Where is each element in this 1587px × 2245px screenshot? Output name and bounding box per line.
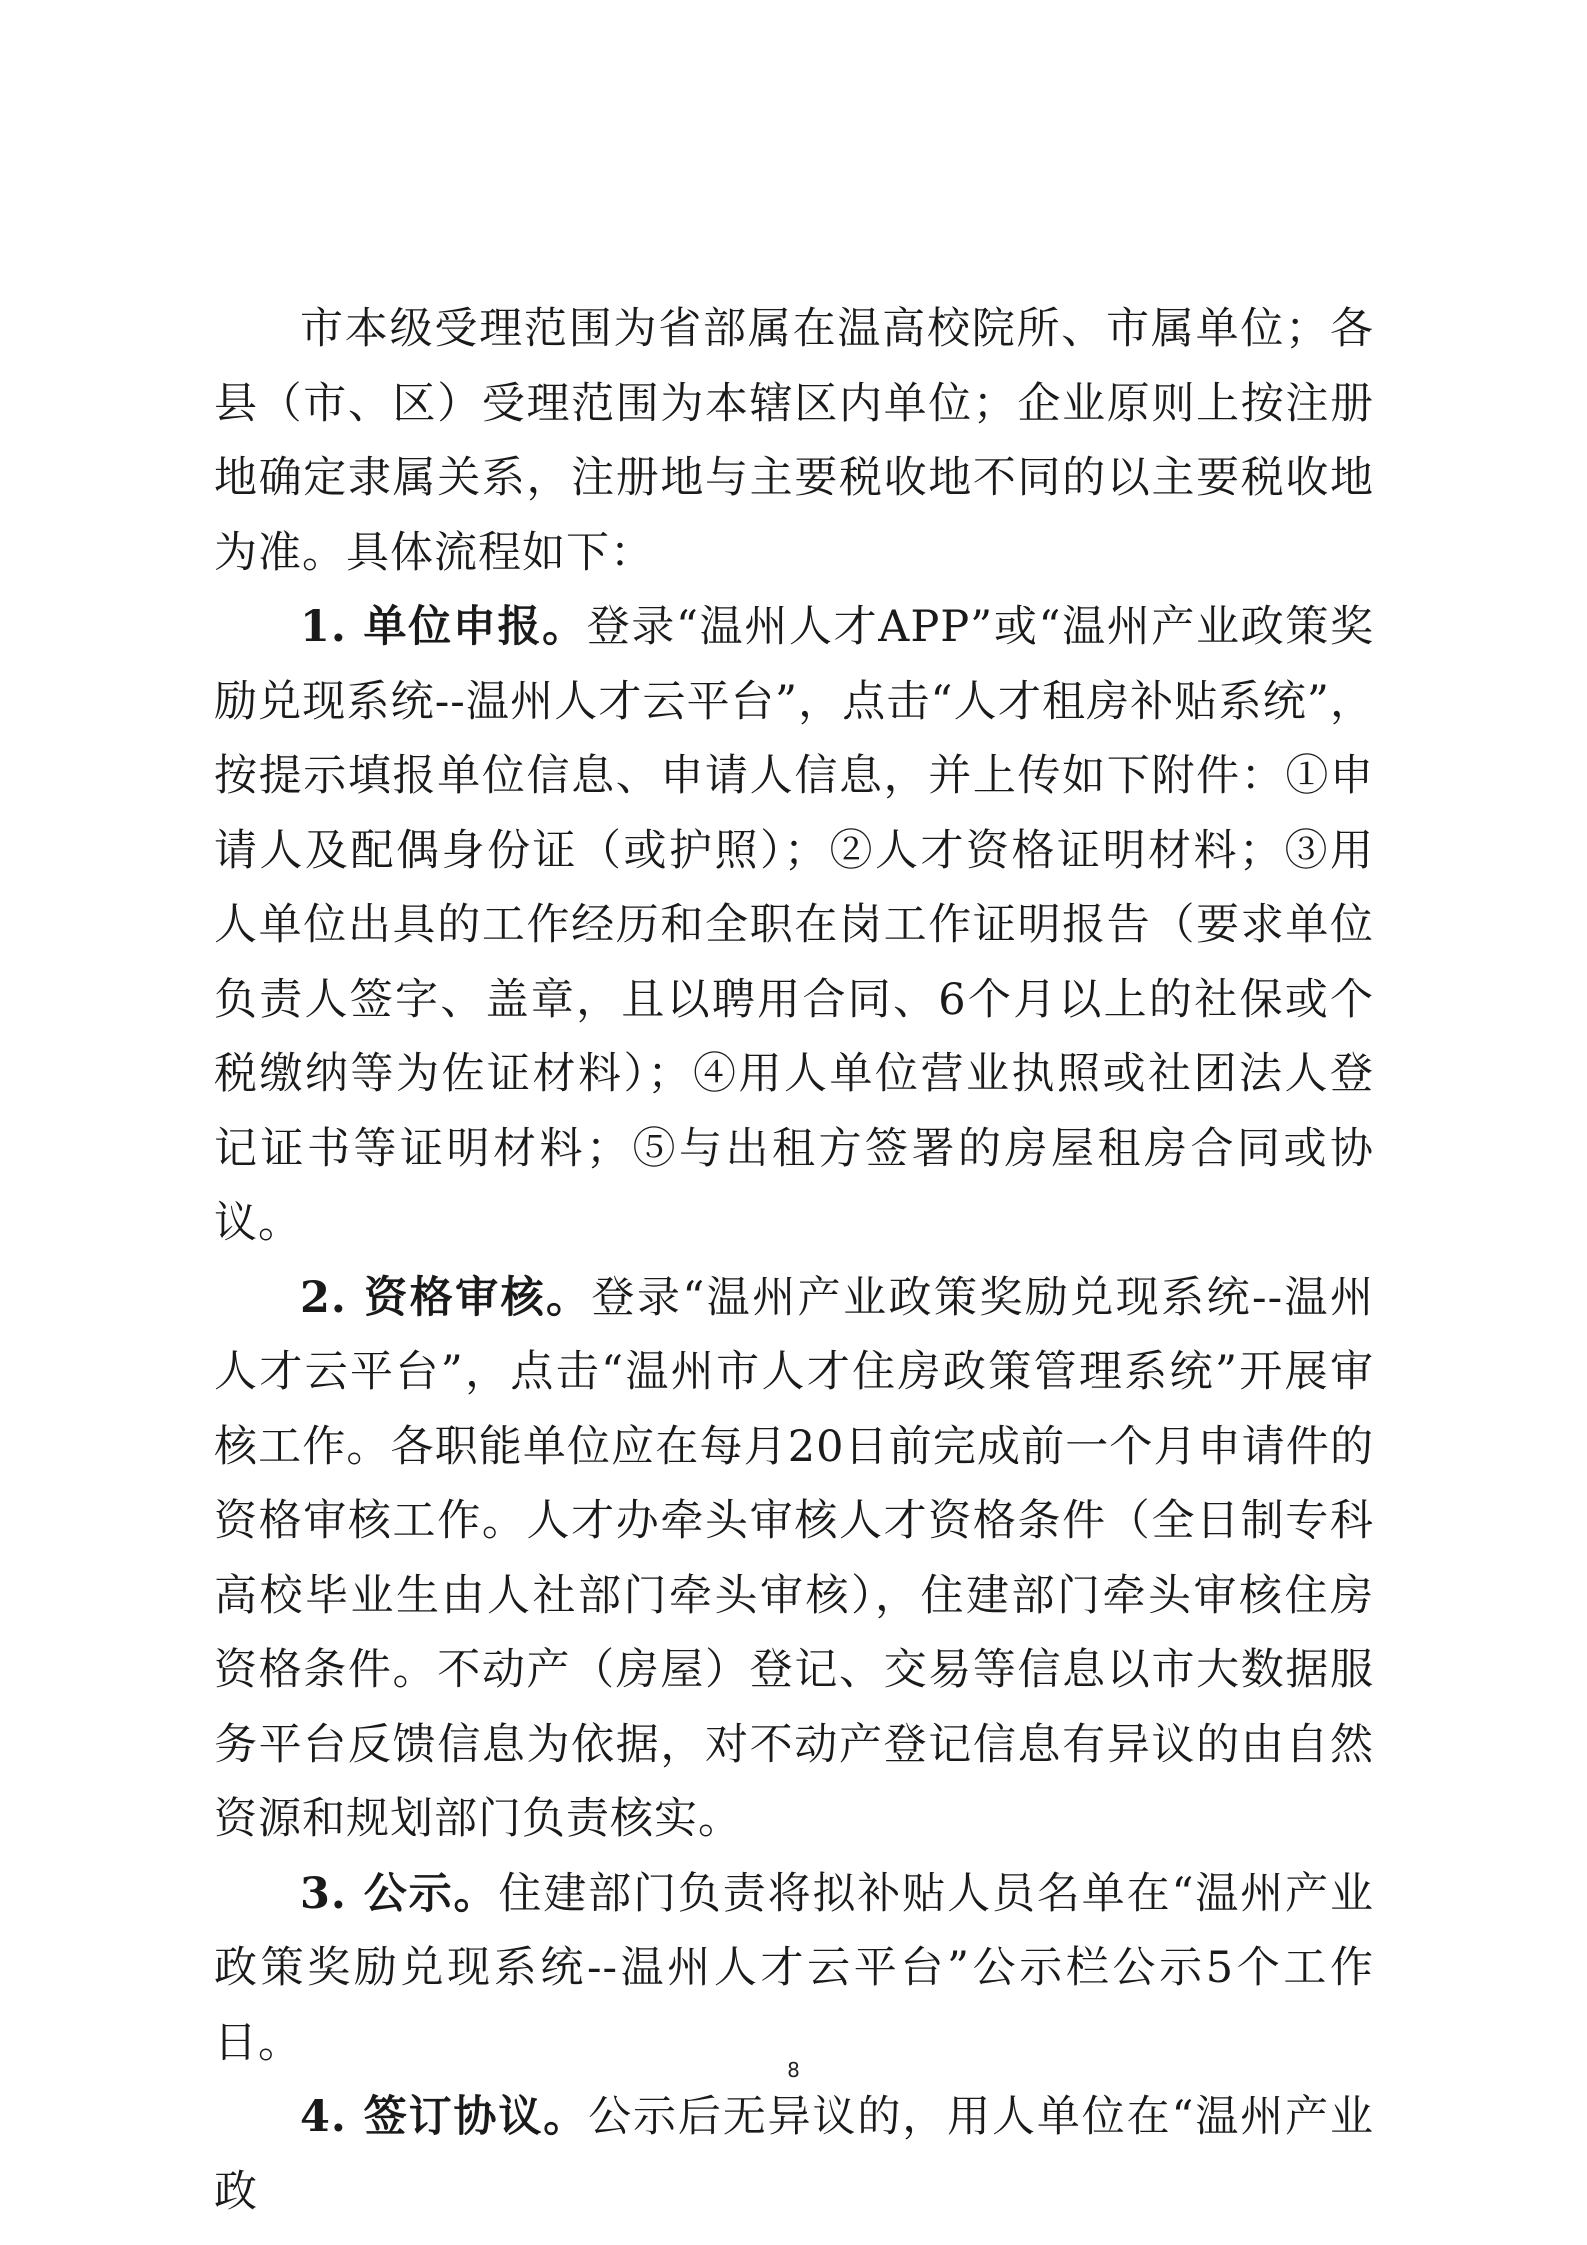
paragraph-title: 3. 公示。	[300, 1868, 499, 1919]
paragraph-text: 住建部门负责将拟补贴人员名单在“温州产业政策奖励兑现系统--温州人才云平台”公示栏公示5个工作日。	[214, 1868, 1374, 2068]
paragraph-step-1	[214, 590, 1374, 1261]
paragraph-title: 2. 资格审核。	[300, 1272, 592, 1323]
paragraph-step-4	[214, 2080, 1374, 2229]
paragraph-scope	[214, 292, 1374, 590]
paragraph-text: 登录“温州产业政策奖励兑现系统--温州人才云平台”，点击“温州市人才住房政策管理系统”开展审核工作。各职能单位应在每月20日前完成前一个月申请件的资格审核工作。人才办牵头审核人才资格条件（全日制专科高校毕业生由人社部门牵头审核），住建部门牵头审核住房资格条件。不动产（房屋）登记、交易等信息以市大数据服务平台反馈信息为依据，对不动产登记信息有异议的由自然资源和规划部门负责核实。	[214, 1272, 1374, 1844]
paragraph-title: 4. 签订协议。	[300, 2092, 589, 2142]
document-body	[214, 292, 1374, 2229]
paragraph-step-2	[214, 1261, 1374, 1857]
paragraph-text: 登录“温州人才APP”或“温州产业政策奖励兑现系统--温州人才云平台”，点击“人才租房补贴系统”，按提示填报单位信息、申请人信息，并上传如下附件：①申请人及配偶身份证（或护照）；②人才资格证明材料；③用人单位出具的工作经历和全职在岗工作证明报告（要求单位负责人签字、盖章，且以聘用合同、6个月以上的社保或个税缴纳等为佐证材料）；④用人单位营业执照或社团法人登记证书等证明材料；⑤与出租方签署的房屋租房合同或协议。	[214, 602, 1374, 1248]
paragraph-text: 公示后无异议的，用人单位在“温州产业政	[214, 2092, 1374, 2217]
paragraph-step-3	[214, 1857, 1374, 2081]
paragraph-title: 1. 单位申报。	[300, 602, 587, 652]
paragraph-text: 市本级受理范围为省部属在温高校院所、市属单位；各县（市、区）受理范围为本辖区内单位；企业原则上按注册地确定隶属关系，注册地与主要税收地不同的以主要税收地为准。具体流程如下：	[214, 304, 1374, 578]
page-number: 8	[787, 2058, 800, 2082]
